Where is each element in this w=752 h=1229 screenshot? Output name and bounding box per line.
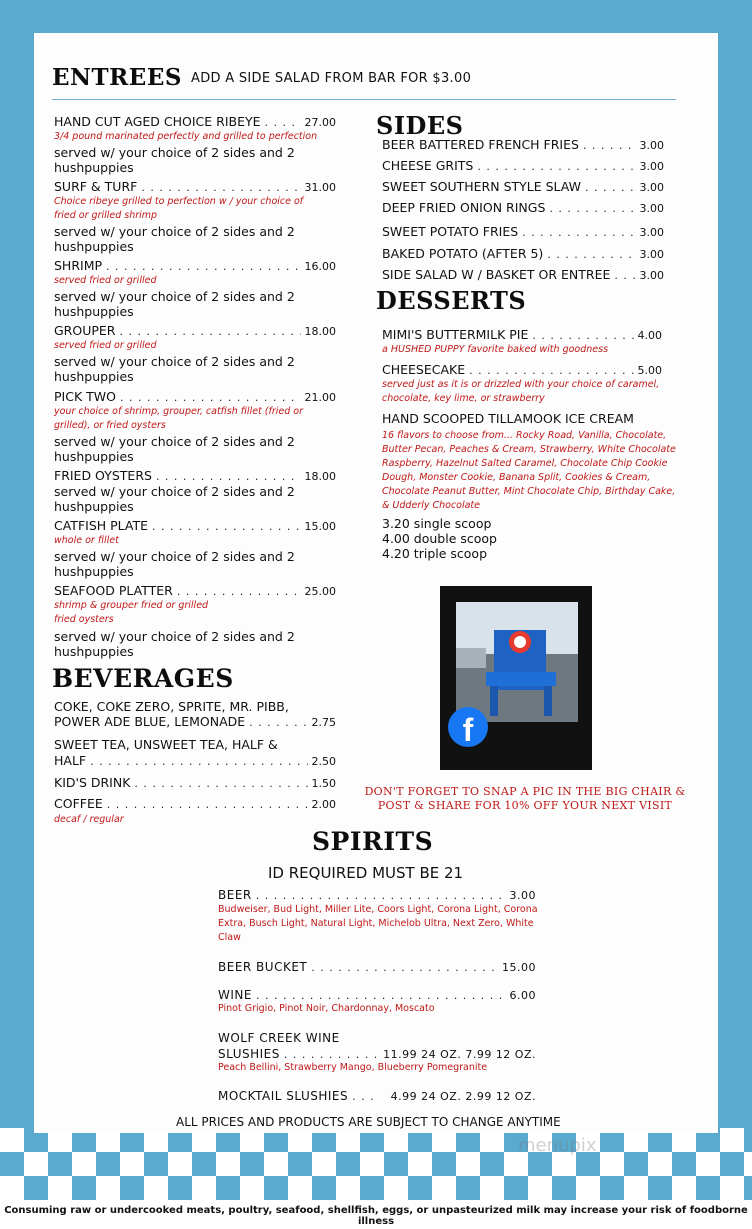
entree-desc: your choice of shrimp, grouper, catfish fillet (fried or grilled), or fried oysters	[54, 406, 304, 431]
beverage-desc: decaf / regular	[54, 814, 124, 825]
scoop-price: 3.20 single scoop	[382, 516, 492, 531]
entree-note: served w/ your choice of 2 sides and 2 hushpuppies	[54, 224, 295, 254]
entree-note: served w/ your choice of 2 sides and 2 hushpuppies	[54, 484, 295, 514]
dessert-desc: a HUSHED PUPPY favorite baked with goodness	[382, 344, 609, 355]
desserts-heading: DESSERTS	[376, 286, 527, 315]
entree-desc: served fried or grilled	[54, 275, 157, 286]
dessert-item: CHEESECAKE . . . 5.00	[382, 362, 662, 377]
side-item: SWEET SOUTHERN STYLE SLAW . . . 3.00	[382, 179, 664, 194]
spirit-item: MOCKTAIL SLUSHIES . . . 4.99 24 OZ. 2.99 12 OZ.	[218, 1089, 536, 1103]
beverage-item: COFFEE . . . 2.00	[54, 796, 336, 811]
scoop-price: 4.00 double scoop	[382, 531, 497, 546]
promo-line2: POST & SHARE FOR 10% OFF YOUR NEXT VISIT	[377, 799, 673, 812]
checker-pattern	[0, 1128, 752, 1200]
spirits-heading: SPIRITS	[312, 827, 434, 856]
spirits-subheading: ID REQUIRED MUST BE 21	[268, 864, 464, 882]
entree-desc: served fried or grilled	[54, 340, 157, 351]
entrees-heading: ENTREES	[52, 64, 182, 91]
entree-item: SURF & TURF . . . 31.00	[54, 179, 336, 194]
side-item: CHEESE GRITS . . . 3.00	[382, 158, 664, 173]
entree-item: SEAFOOD PLATTER . . . 25.00	[54, 583, 336, 598]
dessert-desc: 16 flavors to choose from... Rocky Road, Vanilla, Chocolate, Butter Pecan, Peaches & Cream, Strawberry, White Chocolate Raspberry, Hazelnut Salted Caramel, Chocolate Chip Cookie Dough, Monster Cookie, Banana Split, Cookies & Cream, Chocolate Peanut Butter, Mint Chocolate Chip, Birthday Cake, & Udderly Chocolate	[382, 430, 676, 511]
prices-note: ALL PRICES AND PRODUCTS ARE SUBJECT TO CHANGE ANYTIME	[176, 1115, 561, 1129]
entree-desc: 3/4 pound marinated perfectly and grilled to perfection	[54, 131, 318, 142]
facebook-icon[interactable]: f	[448, 707, 488, 747]
side-item: BAKED POTATO (AFTER 5) . . . 3.00	[382, 246, 664, 261]
entree-item: PICK TWO . . . 21.00	[54, 389, 336, 404]
entree-note: served w/ your choice of 2 sides and 2 hushpuppies	[54, 289, 295, 319]
sides-heading: SIDES	[376, 111, 464, 140]
entrees-rule	[52, 99, 676, 100]
spirit-desc: Peach Bellini, Strawberry Mango, Blueberry Pomegranite	[218, 1062, 488, 1073]
promo-line1: DON'T FORGET TO SNAP A PIC IN THE BIG CHAIR &	[364, 785, 686, 798]
entree-item: FRIED OYSTERS . . . 18.00	[54, 468, 336, 483]
food-safety-disclaimer: Consuming raw or undercooked meats, poultry, seafood, shellfish, eggs, or unpasteurized milk may increase your risk of foodborne illness	[4, 1205, 748, 1227]
spirit-item: SLUSHIES . . . 11.99 24 OZ. 7.99 12 OZ.	[218, 1047, 536, 1061]
spirit-desc: Pinot Grigio, Pinot Noir, Chardonnay, Moscato	[218, 1003, 435, 1014]
spirit-desc: Budweiser, Bud Light, Miller Lite, Coors Light, Corona Light, Corona Extra, Busch Light, Natural Light, Michelob Ultra, Next Zero, White Claw	[218, 904, 538, 943]
entree-note: served w/ your choice of 2 sides and 2 hushpuppies	[54, 434, 295, 464]
dessert-item: HAND SCOOPED TILLAMOOK ICE CREAM	[382, 411, 634, 426]
side-item: DEEP FRIED ONION RINGS . . . 3.00	[382, 200, 664, 215]
beverage-item: HALF . . . 2.50	[54, 753, 336, 768]
entree-desc: whole or fillet	[54, 535, 119, 546]
scoop-price: 4.20 triple scoop	[382, 546, 488, 561]
entree-note: served w/ your choice of 2 sides and 2 hushpuppies	[54, 145, 295, 175]
entree-note: served w/ your choice of 2 sides and 2 hushpuppies	[54, 354, 295, 384]
side-item: BEER BATTERED FRENCH FRIES . . . 3.00	[382, 137, 664, 152]
side-item: SWEET POTATO FRIES . . . 3.00	[382, 224, 664, 239]
beverage-tea-line1: SWEET TEA, UNSWEET TEA, HALF &	[54, 737, 278, 752]
watermark: menupix	[518, 1135, 597, 1156]
beverage-item: KID'S DRINK . . . 1.50	[54, 775, 336, 790]
beverage-item: POWER ADE BLUE, LEMONADE . . . 2.75	[54, 714, 336, 729]
spirit-item: BEER BUCKET . . . 15.00	[218, 960, 536, 974]
beverage-soda-line1: COKE, COKE ZERO, SPRITE, MR. PIBB,	[54, 699, 289, 714]
promo-text	[350, 785, 700, 813]
spirit-item: WINE . . . 6.00	[218, 988, 536, 1002]
dessert-item: MIMI'S BUTTERMILK PIE . . . 4.00	[382, 327, 662, 342]
side-item: SIDE SALAD W / BASKET OR ENTREE . . . 3.00	[382, 267, 664, 282]
entree-desc: shrimp & grouper fried or grilled fried oysters	[54, 600, 209, 625]
spirit-item-label: WOLF CREEK WINE	[218, 1031, 340, 1045]
entree-item: GROUPER . . . 18.00	[54, 323, 336, 338]
entree-note: served w/ your choice of 2 sides and 2 hushpuppies	[54, 549, 295, 579]
entree-desc: Choice ribeye grilled to perfection w / your choice of fried or grilled shrimp	[54, 196, 304, 221]
entrees-subheading: ADD A SIDE SALAD FROM BAR FOR $3.00	[191, 71, 472, 86]
big-chair-photo	[456, 602, 578, 722]
beverages-heading: BEVERAGES	[52, 664, 234, 693]
entree-item: HAND CUT AGED CHOICE RIBEYE . . . 27.00	[54, 114, 336, 129]
dessert-desc: served just as it is or drizzled with your choice of caramel, chocolate, key lime, or strawberry	[382, 379, 660, 404]
entree-note: served w/ your choice of 2 sides and 2 hushpuppies	[54, 629, 295, 659]
entree-item: CATFISH PLATE . . . 15.00	[54, 518, 336, 533]
chair-illustration	[456, 602, 578, 722]
spirit-item: BEER . . . 3.00	[218, 888, 536, 902]
entree-item: SHRIMP . . . 16.00	[54, 258, 336, 273]
